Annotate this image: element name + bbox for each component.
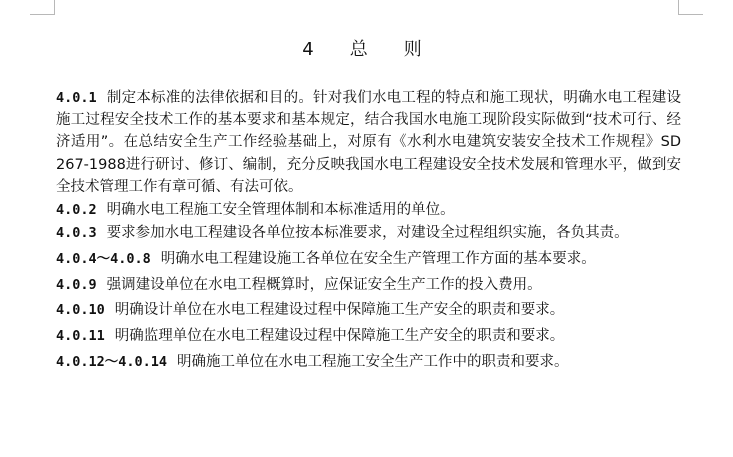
clause-4-0-4-to-4-0-8 (56, 248, 681, 270)
clause-4-0-2 (56, 199, 681, 221)
clause-text: 要求参加水电工程建设各单位按本标准要求，对建设全过程组织实施，各负其责。 (106, 225, 629, 242)
clause-number: 4.0.1 (56, 90, 97, 106)
clause-text: 制定本标准的法律依据和目的。针对我们水电工程的特点和施工现状，明确水电工程建设施工过程安全技术工作的基本要求和基本规定，结合我国水电施工现阶段实际做到“技术可行、经济适用”。在总结安全生产工作经验基础上，对原有《水利水电建筑安装安全技术工作规程》SD 267-1988进行研讨、修订、编制，充分反映我国水电工程建设安全技术发展和管理水平，做到安全技术管理工作有章可循、有法可依。 (56, 90, 681, 195)
clause-4-0-10 (56, 299, 681, 321)
clause-text: 明确施工单位在水电工程施工安全生产工作中的职责和要求。 (177, 353, 569, 370)
clause-number: 4.0.12～4.0.14 (56, 353, 168, 370)
clause-4-0-9 (56, 274, 681, 296)
clause-text: 明确水电工程施工安全管理体制和本标准适用的单位。 (106, 202, 455, 219)
section-heading: 4 总 则 (302, 39, 431, 60)
clause-number: 4.0.10 (56, 302, 105, 319)
clause-text: 明确设计单位在水电工程建设过程中保障施工生产安全的职责和要求。 (114, 302, 565, 319)
clause-number: 4.0.2 (56, 202, 97, 219)
clause-text: 明确监理单位在水电工程建设过程中保障施工生产安全的职责和要求。 (114, 328, 565, 345)
crop-mark-top-right (678, 0, 703, 15)
crop-mark-top-left (30, 0, 55, 15)
clause-list (56, 87, 681, 373)
clause-number: 4.0.4～4.0.8 (56, 250, 151, 267)
clause-4-0-1 (56, 87, 681, 198)
clause-4-0-11 (56, 325, 681, 347)
clause-4-0-12-to-4-0-14 (56, 351, 681, 373)
clause-number: 4.0.3 (56, 225, 97, 242)
clause-text: 强调建设单位在水电工程概算时，应保证安全生产工作的投入费用。 (106, 276, 542, 293)
clause-text: 明确水电工程建设施工各单位在安全生产管理工作方面的基本要求。 (160, 250, 596, 267)
clause-4-0-3 (56, 222, 681, 244)
clause-number: 4.0.9 (56, 276, 97, 293)
clause-number: 4.0.11 (56, 328, 105, 345)
